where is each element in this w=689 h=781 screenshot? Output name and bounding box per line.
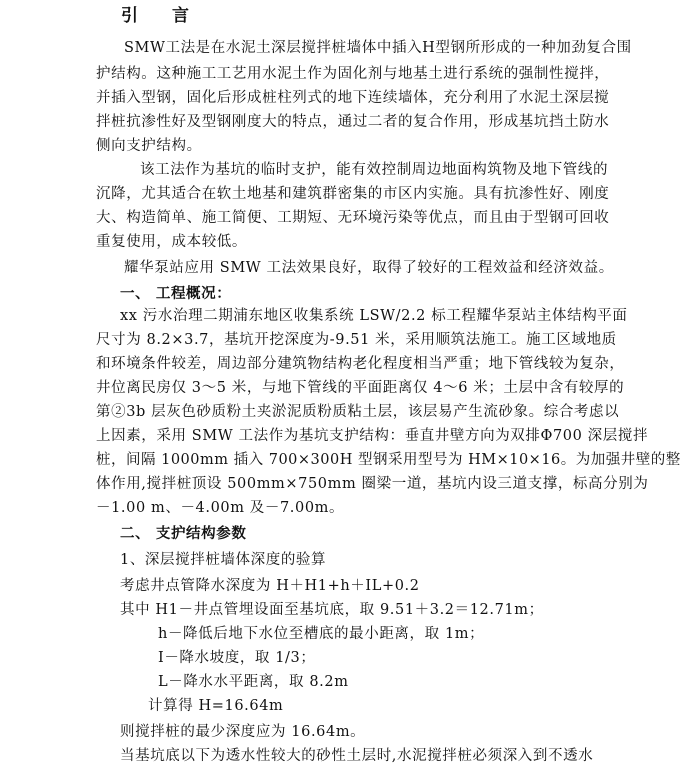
intro-line: 大、构造简单、施工简便、工期短、无环境污染等优点，而且由于型钢可回收 [96,210,610,226]
intro-line: 拌桩抗渗性好及型钢刚度大的特点，通过二者的复合作用，形成基坑挡土防水 [96,114,610,130]
section2-line: h－降低后地下水位至槽底的最小距离，取 1m； [158,626,485,642]
section2-line: 则搅拌桩的最少深度应为 16.64m。 [120,724,366,740]
section1-line: 上因素，采用 SMW 工法作为基坑支护结构：垂直井壁方向为双排Φ700 深层搅拌 [96,428,649,444]
section2-line: 考虑井点管降水深度为 H＋H1+h＋IL+0.2 [120,578,420,594]
section1-line: xx 污水治理二期浦东地区收集系统 LSW/2.2 标工程耀华泵站主体结构平面 [120,308,628,324]
section-title-introduction [121,6,189,28]
intro-line: SMW工法是在水泥土深层搅拌桩墙体中插入H型钢所形成的一种加劲复合围 [124,40,632,56]
intro-line: 护结构。这种施工工艺用水泥土作为固化剂与地基土进行系统的强制性搅拌， [96,66,610,82]
section1-line: 和环境条件较差，周边部分建筑物结构老化程度相当严重；地下管线较为复杂， [96,356,625,372]
title-char-1: 引 [121,6,138,26]
intro-line: 并插入型钢，固化后形成桩柱列式的地下连续墙体，充分利用了水泥土深层搅 [96,90,610,106]
section2-line: 其中 H1－井点管埋设面至基坑底，取 9.51＋3.2＝12.71m； [120,602,544,618]
section1-line: 体作用,搅拌桩顶设 500mm×750mm 圈梁一道，基坑内设三道支撑，标高分别为 [96,476,649,492]
intro-line: 沉降，尤其适合在软土地基和建筑群密集的市区内实施。具有抗渗性好、刚度 [96,186,610,202]
section1-line: 尺寸为 8.2×3.7，基坑开挖深度为-9.51 米，采用顺筑法施工。施工区域地质 [96,332,617,348]
title-char-2: 言 [172,6,189,26]
intro-line: 耀华泵站应用 SMW 工法效果良好，取得了较好的工程效益和经济效益。 [124,260,614,276]
section1-line: 桩，间隔 1000mm 插入 700×300H 型钢采用型号为 HM×10×16。为加强井壁的整 [96,452,681,468]
section2-line: 1、深层搅拌桩墙体深度的验算 [120,552,327,568]
section2-line: 计算得 H=16.64m [148,698,284,714]
section1-line: 井位离民房仅 3～5 米，与地下管线的平面距离仅 4～6 米；土层中含有较厚的 [96,380,625,396]
section1-line: 第②3b 层灰色砂质粉土夹淤泥质粉质粘土层，该层易产生流砂象。综合考虑以 [96,404,620,420]
section2-line: L－降水水平距离，取 8.2m [158,674,349,690]
section-heading-project-overview: 一、 工程概况： [120,285,232,302]
intro-line: 该工法作为基坑的临时支护，能有效控制周边地面构筑物及地下管线的 [140,162,609,178]
section2-line: 当基坑底以下为透水性较大的砂性土层时,水泥搅拌桩必须深入到不透水 [120,748,594,764]
intro-line: 重复使用，成本较低。 [96,234,247,250]
section1-line: －1.00 m、－4.00m 及－7.00m。 [96,500,345,516]
section2-line: I－降水坡度，取 1/3； [158,650,316,666]
section-heading-support-parameters: 二、 支护结构参数 [120,525,247,542]
intro-line: 侧向支护结构。 [96,138,202,154]
